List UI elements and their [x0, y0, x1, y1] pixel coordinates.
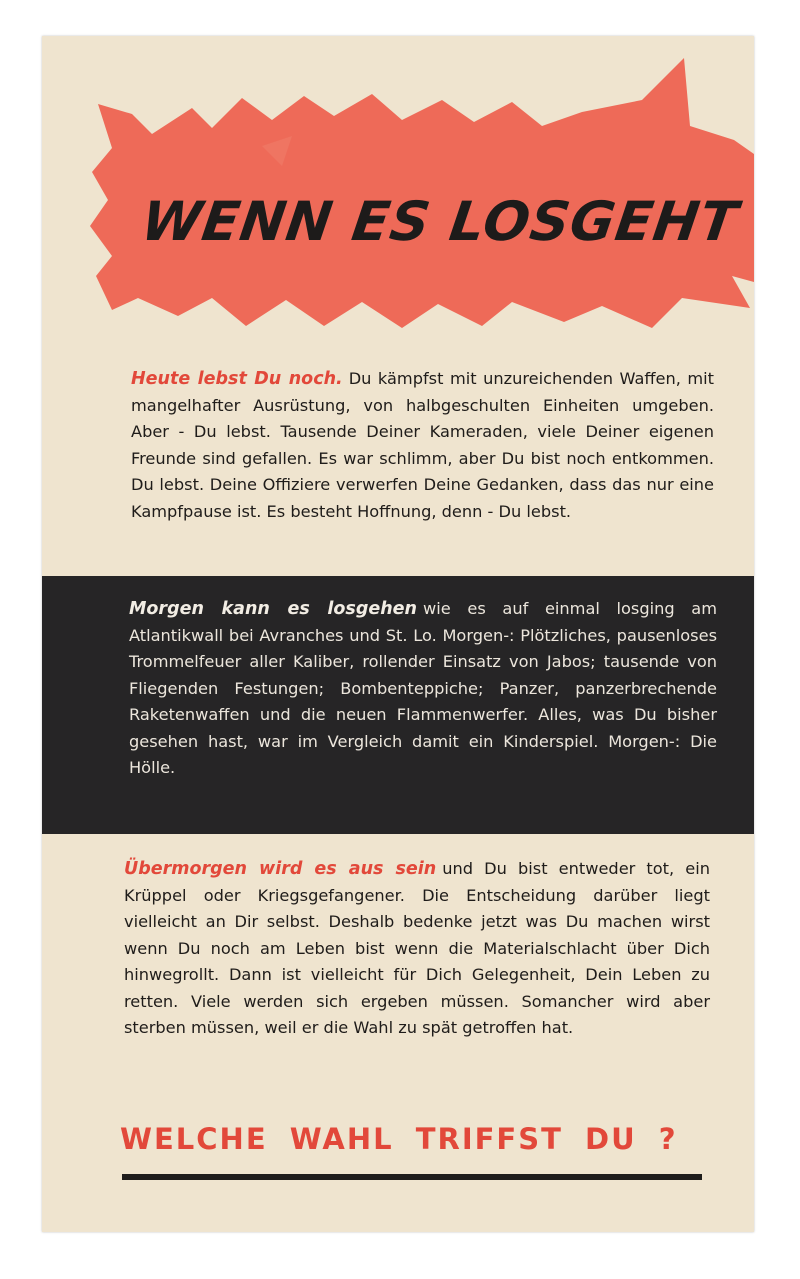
section-day-after	[124, 856, 710, 1042]
section-tomorrow-body: wie es auf einmal losging am Atlantikwall bei Avranches und St. Lo. Morgen-: Plötzliches, pausenloses Trommelfeuer aller Kaliber, rollender Einsatz von Jabos; tausende von Fliegenden Festungen; Bombenteppiche; Panzer, panzerbrechende Raketenwaffen und die neuen Flammenwerfer. Alles, was Du bisher gesehen hast, war im Vergleich damit ein Kinderspiel. Morgen-: Die Hölle.	[129, 599, 718, 777]
section-today-lead: Heute lebst Du noch.	[131, 369, 343, 389]
closing-question: WELCHE WAHL TRIFFST DU ?	[120, 1122, 678, 1156]
section-day-after-body: und Du bist entweder tot, ein Krüppel oder Kriegsgefangener. Die Entscheidung darüber liegt vielleicht an Dir selbst. Deshalb bedenke jetzt was Du machen wirst wenn Du noch am Leben bist wenn die Materialschlacht über Dich hinwegrollt. Dann ist vielleicht für Dich Gelegenheit, Dein Leben zu retten. Viele werden sich ergeben müssen. Somancher wird aber sterben müssen, weil er die Wahl zu spät getroffen hat.	[124, 859, 710, 1037]
section-tomorrow	[129, 596, 717, 782]
closing-rule	[122, 1174, 702, 1180]
section-day-after-lead: Übermorgen wird es aus sein	[124, 859, 437, 879]
section-today	[131, 366, 714, 525]
headline: WENN ES LOSGEHT	[137, 190, 743, 253]
leaflet	[42, 36, 754, 1232]
section-tomorrow-lead: Morgen kann es losgehen	[129, 599, 418, 619]
section-today-body: Du kämpfst mit unzureichenden Waffen, mit mangelhafter Ausrüstung, von halbgeschulten Einheiten umgeben. Aber - Du lebst. Tausende Deiner Kameraden, viele Deiner eigenen Freunde sind gefallen. Es war schlimm, aber Du bist noch entkommen. Du lebst. Deine Offiziere verwerfen Deine Gedanken, dass das nur eine Kampfpause ist. Es besteht Hoffnung, denn - Du lebst.	[131, 369, 714, 521]
